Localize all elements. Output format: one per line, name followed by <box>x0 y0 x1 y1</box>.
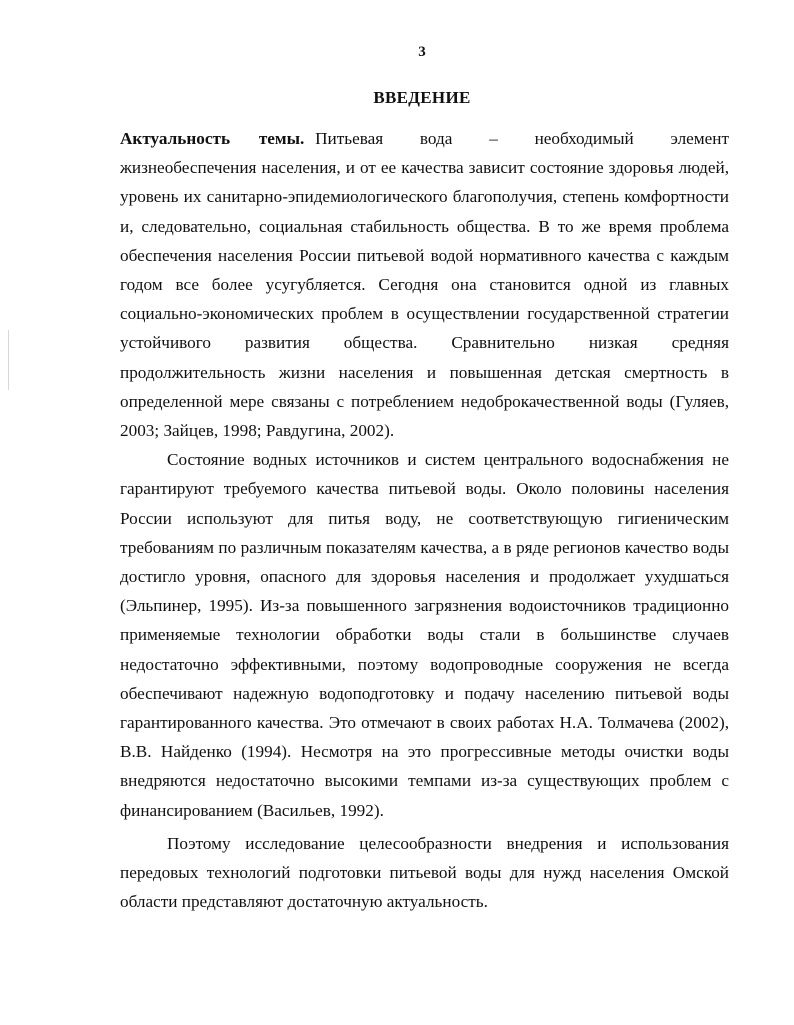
paragraph-water-sources: Состояние водных источников и систем центрального водоснабжения не гарантируют требуемого качества питьевой воды. Около половины населения России используют для питья воду, не соответствующую гигиеническим требованиям по различным показателям качества, а в ряде регионов качество воды достигло уровня, опасного для здоровья населения и продолжает ухудшаться (Эльпинер, 1995). Из-за повышенного загрязнения водоисточников традиционно применяемые технологии обработки воды стали в большинстве случаев недостаточно эффективными, поэтому водопроводные сооружения не всегда обеспечивают надежную водоподготовку и подачу населению питьевой воды гарантированного качества. Это отмечают в своих работах Н.А. Толмачева (2002), В.В. Найденко (1994). Несмотря на это прогрессивные методы очистки воды внедряются недостаточно высокими темпами из-за существующих проблем с финансированием (Васильев, 1992). <box>120 450 729 820</box>
paragraph-relevance-lead <box>120 124 729 153</box>
relevance-label: Актуальность темы. <box>120 129 305 148</box>
scan-margin-mark <box>8 330 9 390</box>
section-heading: ВВЕДЕНИЕ <box>373 88 471 107</box>
paragraph-relevance: жизнеобеспечения населения, и от ее качества зависит состояние здоровья людей, уровень их санитарно-эпидемиологического благополучия, степень комфортности и, следовательно, социальная стабильность общества. В то же время проблема обеспечения населения России питьевой водой нормативного качества с каждым годом все более усугубляется. Сегодня она становится одной из главных социально-экономических проблем в осуществлении государственной стратегии устойчивого развития общества. Сравнительно низкая средняя продолжительность жизни населения и повышенная детская смертность в определенной мере связаны с потреблением недоброкачественной воды (Гуляев, 2003; Зайцев, 1998; Равдугина, 2002). <box>120 158 729 441</box>
page-number: 3 <box>418 44 426 60</box>
paragraph-conclusion: Поэтому исследование целесообразности внедрения и использования передовых технологий подготовки питьевой воды для нужд населения Омской области представляют достаточную актуальность. <box>120 833 729 912</box>
body-text <box>120 124 729 916</box>
relevance-lead-text: Питьевая вода – необходимый элемент <box>315 129 729 148</box>
